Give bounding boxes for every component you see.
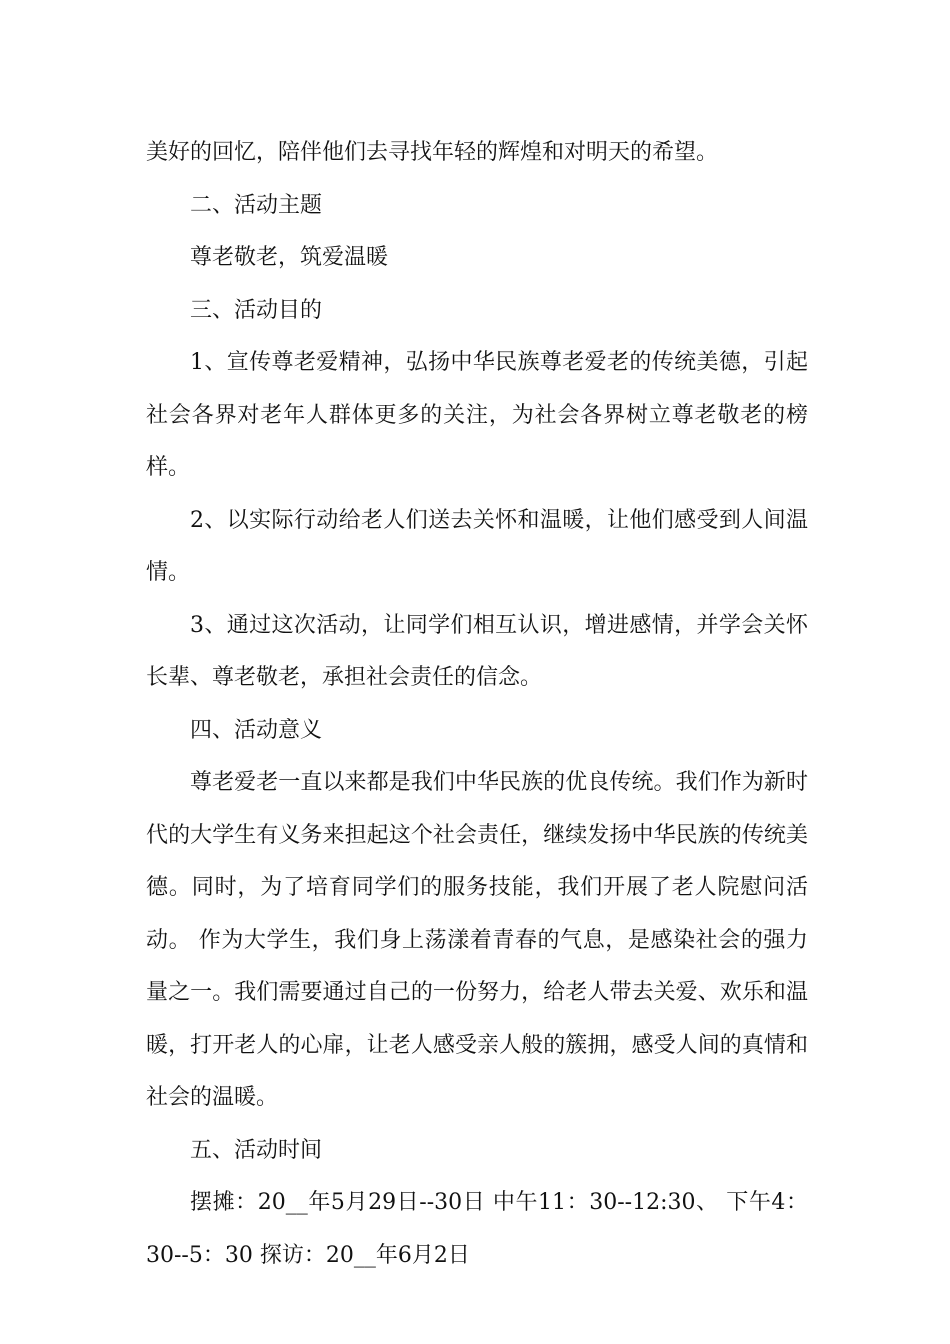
paragraph-significance: 尊老爱老一直以来都是我们中华民族的优良传统。我们作为新时代的大学生有义务来担起这个社会责任，继续发扬中华民族的传统美德。同时，为了培育同学们的服务技能，我们开展了老人院慰问活动。 作为大学生，我们身上荡漾着青春的气息，是感染社会的强力量之一。我们需要通过自己的一份努力，给老人带去关爱、欢乐和温暖，打开老人的心扉，让老人感受亲人般的簇拥，感受人间的真情和社会的温暖。 [146, 770, 808, 1110]
paragraph-theme: 尊老敬老，筑爱温暖 [190, 245, 389, 270]
document-body [146, 127, 808, 1282]
paragraph-activity-time: 摆摊：20__年5月29日--30日 中午11：30--12:30、 下午4：30--5：30 探访：20__年6月2日 [146, 1190, 808, 1268]
paragraph-intro-continuation: 美好的回忆，陪伴他们去寻找年轻的辉煌和对明天的希望。 [146, 140, 719, 165]
heading-activity-time: 五、活动时间 [190, 1137, 323, 1163]
heading-activity-purpose: 三、活动目的 [190, 297, 323, 323]
paragraph-purpose-2: 2、以实际行动给老人们送去关怀和温暖，让他们感受到人间温情。 [146, 507, 808, 585]
heading-activity-significance: 四、活动意义 [190, 717, 323, 743]
paragraph-purpose-3: 3、通过这次活动，让同学们相互认识，增进感情，并学会关怀长辈、尊老敬老，承担社会责任的信念。 [146, 612, 808, 690]
paragraph-purpose-1: 1、宣传尊老爱精神，弘扬中华民族尊老爱老的传统美德，引起社会各界对老年人群体更多的关注，为社会各界树立尊老敬老的榜样。 [146, 350, 808, 480]
heading-activity-theme: 二、活动主题 [190, 192, 323, 218]
